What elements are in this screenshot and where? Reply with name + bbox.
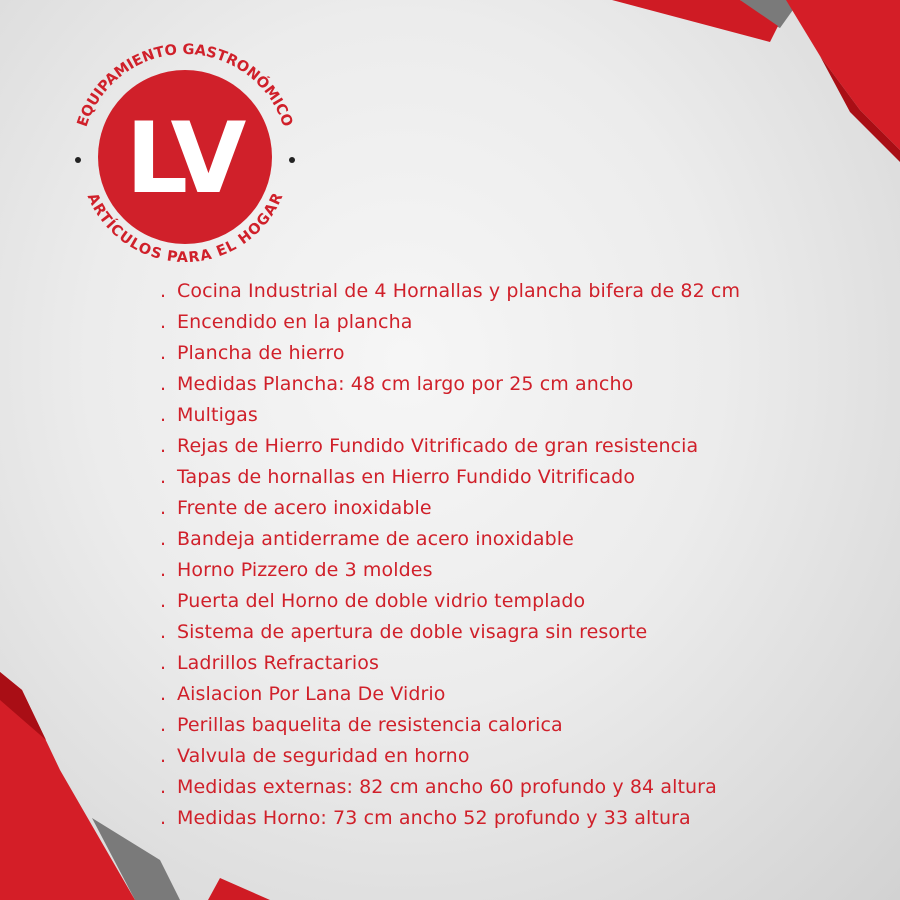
feature-text: Medidas externas: 82 cm ancho 60 profundo y 84 altura [177, 776, 717, 798]
feature-item [160, 617, 740, 648]
feature-item [160, 648, 740, 679]
bullet-mark: . [160, 714, 167, 736]
bullet-mark: . [160, 745, 167, 767]
bullet-mark: . [160, 528, 167, 550]
feature-text: Puerta del Horno de doble vidrio templado [177, 590, 586, 612]
feature-item [160, 276, 740, 307]
bullet-mark: . [160, 373, 167, 395]
bullet-mark: . [160, 497, 167, 519]
logo-bottom-text: ARTÍCULOS PARA EL HOGAR [84, 190, 286, 266]
feature-text: Horno Pizzero de 3 moldes [177, 559, 433, 581]
feature-item [160, 772, 740, 803]
ribbon-top-red-right [786, 0, 900, 150]
feature-item [160, 524, 740, 555]
ribbon-bottom-red-right [208, 878, 270, 900]
feature-item [160, 493, 740, 524]
logo-dot-right [289, 157, 295, 163]
bullet-mark: . [160, 652, 167, 674]
feature-text: Plancha de hierro [177, 342, 345, 364]
bullet-mark: . [160, 621, 167, 643]
feature-item [160, 431, 740, 462]
feature-text: Sistema de apertura de doble visagra sin resorte [177, 621, 648, 643]
bullet-mark: . [160, 280, 167, 302]
feature-item [160, 586, 740, 617]
bullet-mark: . [160, 435, 167, 457]
feature-text: Ladrillos Refractarios [177, 652, 380, 674]
bullet-mark: . [160, 559, 167, 581]
logo-top-text: EQUIPAMIENTO GASTRONÓMICO [74, 41, 296, 129]
feature-item [160, 369, 740, 400]
bullet-mark: . [160, 776, 167, 798]
feature-text: Encendido en la plancha [177, 311, 413, 333]
feature-item [160, 400, 740, 431]
bullet-mark: . [160, 466, 167, 488]
feature-item [160, 679, 740, 710]
feature-list [160, 276, 740, 834]
feature-text: Cocina Industrial de 4 Hornallas y plancha bifera de 82 cm [177, 280, 741, 302]
feature-text: Medidas Plancha: 48 cm largo por 25 cm ancho [177, 373, 634, 395]
feature-item [160, 307, 740, 338]
feature-item [160, 710, 740, 741]
bullet-mark: . [160, 590, 167, 612]
feature-text: Multigas [177, 404, 258, 426]
feature-text: Rejas de Hierro Fundido Vitrificado de gran resistencia [177, 435, 699, 457]
feature-text: Bandeja antiderrame de acero inoxidable [177, 528, 574, 550]
feature-text: Tapas de hornallas en Hierro Fundido Vitrificado [177, 466, 636, 488]
bullet-mark: . [160, 683, 167, 705]
feature-text: Aislacion Por Lana De Vidrio [177, 683, 446, 705]
feature-item [160, 338, 740, 369]
feature-text: Valvula de seguridad en horno [177, 745, 470, 767]
brand-logo [60, 32, 310, 282]
feature-item [160, 803, 740, 834]
feature-item [160, 555, 740, 586]
feature-item [160, 462, 740, 493]
bullet-mark: . [160, 342, 167, 364]
logo-dot-left [75, 157, 81, 163]
bullet-mark: . [160, 807, 167, 829]
bullet-mark: . [160, 311, 167, 333]
bullet-mark: . [160, 404, 167, 426]
feature-text: Frente de acero inoxidable [177, 497, 432, 519]
feature-item [160, 741, 740, 772]
feature-text: Perillas baquelita de resistencia calorica [177, 714, 563, 736]
logo-initials: LV [125, 102, 243, 216]
feature-text: Medidas Horno: 73 cm ancho 52 profundo y 33 altura [177, 807, 691, 829]
